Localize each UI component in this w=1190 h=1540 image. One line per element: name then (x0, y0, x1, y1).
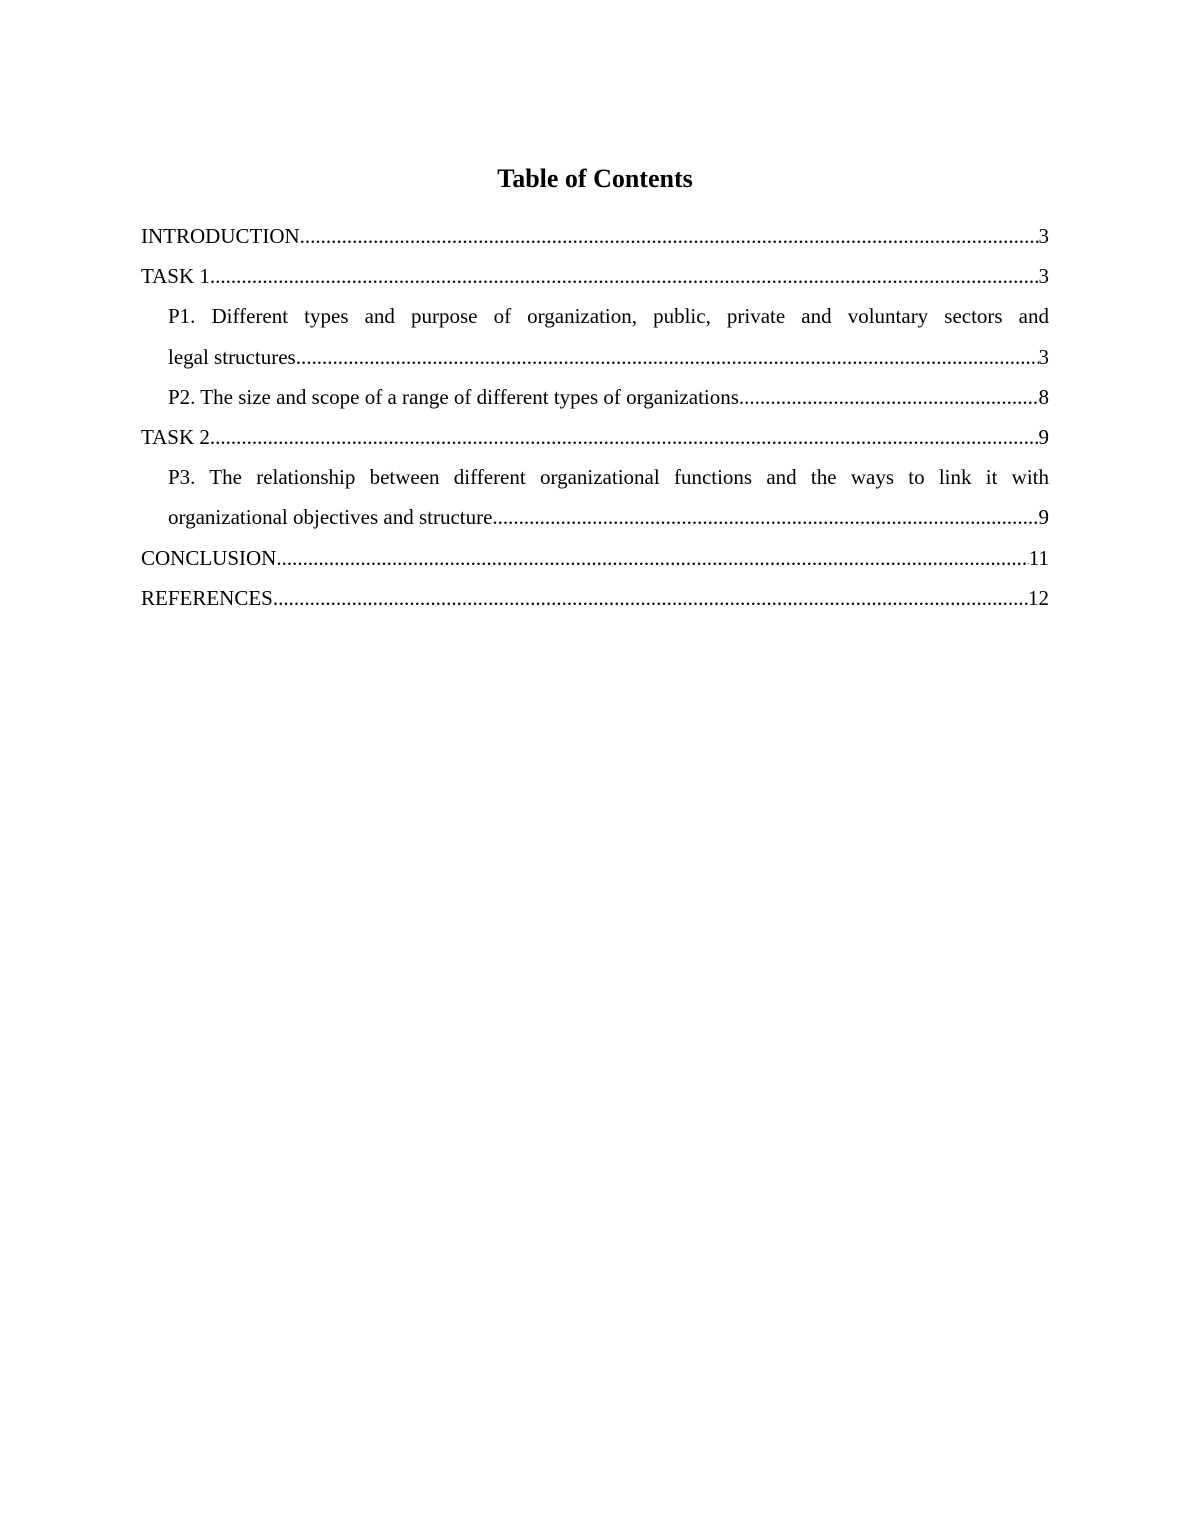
toc-list (141, 216, 1049, 618)
toc-entry-label: organizational objectives and structure (168, 505, 493, 530)
toc-page-number: 3 (1038, 224, 1049, 248)
toc-entry-label: legal structures (168, 344, 296, 369)
dot-leader (739, 377, 1039, 417)
toc-page-number: 12 (1028, 585, 1049, 610)
toc-entry-label: CONCLUSION (141, 545, 277, 570)
toc-entry-task-1[interactable] (141, 256, 1049, 296)
toc-entry-line (141, 578, 1049, 618)
toc-entry-line (141, 216, 1049, 256)
dot-leader (300, 216, 1039, 256)
toc-entry-task-2[interactable] (141, 417, 1049, 457)
toc-entry-references[interactable] (141, 578, 1049, 618)
dot-leader (273, 578, 1028, 618)
toc-entry-label: INTRODUCTION (141, 224, 300, 248)
toc-entry-line (141, 256, 1049, 296)
toc-entry-label-first-line: P3. The relationship between different organizational functions and the ways to link it with (168, 465, 1049, 490)
toc-page-number: 3 (1038, 344, 1049, 369)
toc-entry-line (168, 337, 1049, 377)
toc-entry-label: REFERENCES (141, 585, 273, 610)
dot-leader (210, 417, 1039, 457)
dot-leader (276, 538, 1028, 578)
toc-page-number: 9 (1038, 425, 1049, 450)
toc-entry-conclusion[interactable] (141, 538, 1049, 578)
toc-entry-label: TASK 2 (141, 425, 210, 450)
toc-entry-line (168, 377, 1049, 417)
toc-entry-p2[interactable] (141, 377, 1049, 417)
toc-entry-p1[interactable] (141, 296, 1049, 376)
toc-entry-label-first-line: P1. Different types and purpose of organization, public, private and voluntary sectors and (168, 304, 1049, 329)
toc-page-number: 11 (1028, 545, 1049, 570)
toc-page-number: 9 (1038, 505, 1049, 530)
toc-page-number: 3 (1038, 264, 1049, 289)
dot-leader (210, 256, 1039, 296)
dot-leader (296, 337, 1039, 377)
toc-entry-introduction[interactable] (141, 216, 1049, 256)
dot-leader (492, 497, 1038, 537)
toc-entry-line (141, 417, 1049, 457)
toc-entry-label: TASK 1 (141, 264, 210, 289)
toc-entry-p3[interactable] (141, 457, 1049, 537)
toc-entry-line (168, 497, 1049, 537)
toc-entry-line (141, 538, 1049, 578)
toc-page-number: 8 (1038, 384, 1049, 409)
toc-entry-label: P2. The size and scope of a range of different types of organizations (168, 384, 739, 409)
toc-title: Table of Contents (497, 164, 693, 193)
